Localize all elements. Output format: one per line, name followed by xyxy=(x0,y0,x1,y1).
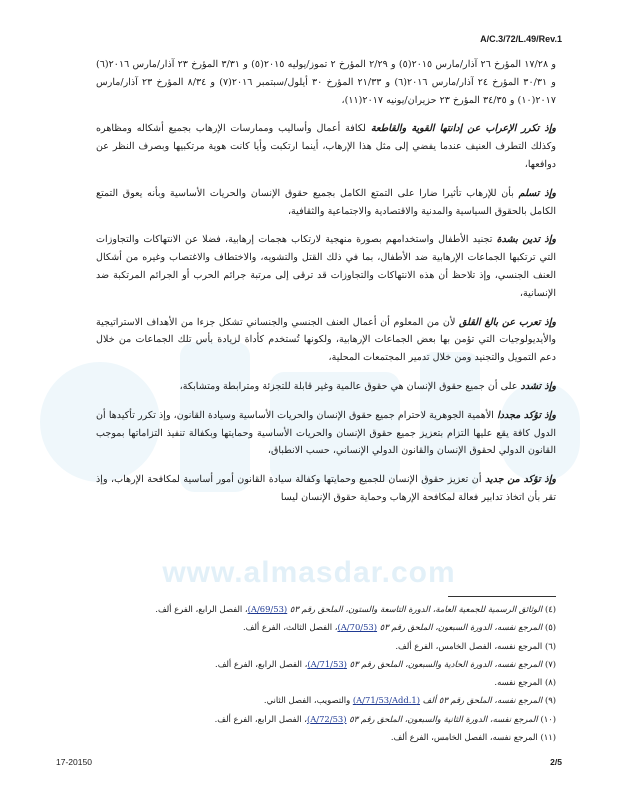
paragraph: وإذ تدين بشدة تجنيد الأطفال واستخدامهم بصورة منهجية لارتكاب هجمات إرهابية، فضلا عن الانتهاكات والتجاوزات التي ترتكبها الجماعات الإرهابية ضد الأطفال، بما في ذلك القتل والتشويه، والاختطاف والاغتصاب وغيره من أشكال العنف الجنسي، وإذ تلاحظ أن هذه الانتهاكات والتجاوزات قد ترقى إلى مرتبة جرائم الحرب أو الجرائم المرتكبة ضد الإنسانية، xyxy=(96,234,556,299)
document-symbol: A/C.3/72/L.49/Rev.1 xyxy=(480,34,562,44)
footnote: (١١) المرجع نفسه، الفصل الخامس، الفرع ألف. xyxy=(390,732,556,743)
document-link[interactable]: (A/72/53) xyxy=(306,713,347,724)
footnote-divider xyxy=(448,596,556,597)
paragraph: وإذ تشدد على أن جميع حقوق الإنسان هي حقوق عالمية وغير قابلة للتجزئة ومترابطة ومتشابكة، xyxy=(179,380,556,392)
footnote: (٨) المرجع نفسه. xyxy=(494,677,556,688)
document-link[interactable]: (A/71/53) xyxy=(307,658,347,669)
footnote: (٥) المرجع نفسه، الدورة السبعون، الملحق رقم ٥٣ (A/70/53)، الفصل الثالث، الفرع ألف. xyxy=(243,622,556,633)
paragraph: وإذ تسلم بأن للإرهاب تأثيرا ضارا على التمتع الكامل بجميع حقوق الإنسان والحريات الأساسية وبأنه يعوق التمتع الكامل بالحقوق السياسية والمدنية والاقتصادية والاجتماعية والثقافية، xyxy=(96,187,556,217)
paragraph: وإذ تكرر الإعراب عن إدانتها القوية والقاطعة لكافة أعمال وأساليب وممارسات الإرهاب بجميع أشكاله ومظاهره وكذلك التطرف العنيف عندما يفضي إلى مثل هذا الإرهاب، أينما ارتكبت وأيا كانت هوية مرتكبيها وبصرف النظر عن دوافعها، xyxy=(96,123,556,170)
footnote: (٩) المرجع نفسه، الملحق رقم ٥٣ ألف (A/71/53/Add.1) والتصويب، الفصل الثاني. xyxy=(263,695,556,706)
paragraph: وإذ تؤكد مجددا الأهمية الجوهرية لاحترام جميع حقوق الإنسان والحريات الأساسية وسيادة القانون، وإذ تكرر تأكيدها أن الدول كافة يقع عليها التزام بتعزيز جميع حقوق الإنسان والحريات الأساسية وحمايتها وبكفالة تنفيذ التزاماتها بموجب القانون الدولي لحقوق الإنسان والقانون الدولي الإنساني، حسب الانطباق، xyxy=(96,409,556,457)
document-code: 17-20150 xyxy=(56,757,92,767)
paragraph: و ١٧/٢٨ المؤرخ ٢٦ آذار/مارس ٢٠١٥(٥) و ٢/٢٩ المؤرخ ٢ تموز/يوليه ٢٠١٥(٥) و ٣/٣١ المؤرخ ٢٣ آذار/مارس ٢٠١٦(٦) و ٣٠/٣١ المؤرخ ٢٤ آذار/مارس ٢٠١٦(٦) و ٢١/٣٣ المؤرخ ٣٠ أيلول/سبتمبر ٢٠١٦(٧) و ٨/٣٤ المؤرخ ٢٣ آذار/مارس ٢٠١٧(١٠) و ٣٤/٣٥ المؤرخ ٢٣ حزيران/يونيه ٢٠١٧(١١)، xyxy=(96,59,556,106)
document-link[interactable]: (A/70/53) xyxy=(337,622,378,633)
document-link[interactable]: (A/69/53) xyxy=(247,604,288,614)
paragraph: وإذ تعرب عن بالغ القلق لأن من المعلوم أن أعمال العنف الجنسي والجنساني تشكل جزءا من الأهداف الاستراتيجية والأيديولوجيات التي تؤمن بها بعض الجماعات الإرهابية، ولكونها تُستخدم كأداة لزيادة بأس تلك الجماعات من خلال دعم التمويل والتجنيد ومن خلال تدمير المجتمعات المحلية، xyxy=(96,316,556,364)
watermark-url: www.almasdar.com xyxy=(162,556,456,589)
footnote: (٦) المرجع نفسه، الفصل الخامس، الفرع ألف. xyxy=(395,640,556,651)
footnote: (٤) الوثائق الرسمية للجمعية العامة، الدورة التاسعة والستون، الملحق رقم ٥٣ (A/69/53)، الفصل الرابع، الفرع ألف. xyxy=(155,604,556,614)
page-number: 2/5 xyxy=(550,757,562,767)
footnote: (٧) المرجع نفسه، الدورة الحادية والسبعون، الملحق رقم ٥٣ (A/71/53)، الفصل الرابع، الفرع ألف. xyxy=(215,658,556,669)
footnote: (١٠) المرجع نفسه، الدورة الثانية والسبعون، الملحق رقم ٥٣ (A/72/53)، الفصل الرابع، الفرع ألف. xyxy=(214,713,556,724)
document-link[interactable]: (A/71/53/Add.1) xyxy=(352,695,420,706)
footnotes xyxy=(96,600,556,746)
paragraph: وإذ تؤكد من جديد أن تعزيز حقوق الإنسان للجميع وحمايتها وكفالة سيادة القانون أمور أساسية لمكافحة الإرهاب، وإذ تقر بأن اتخاذ تدابير فعالة لمكافحة الإرهاب وحماية حقوق الإنسان ليسا xyxy=(96,474,556,503)
document-body xyxy=(96,56,556,518)
